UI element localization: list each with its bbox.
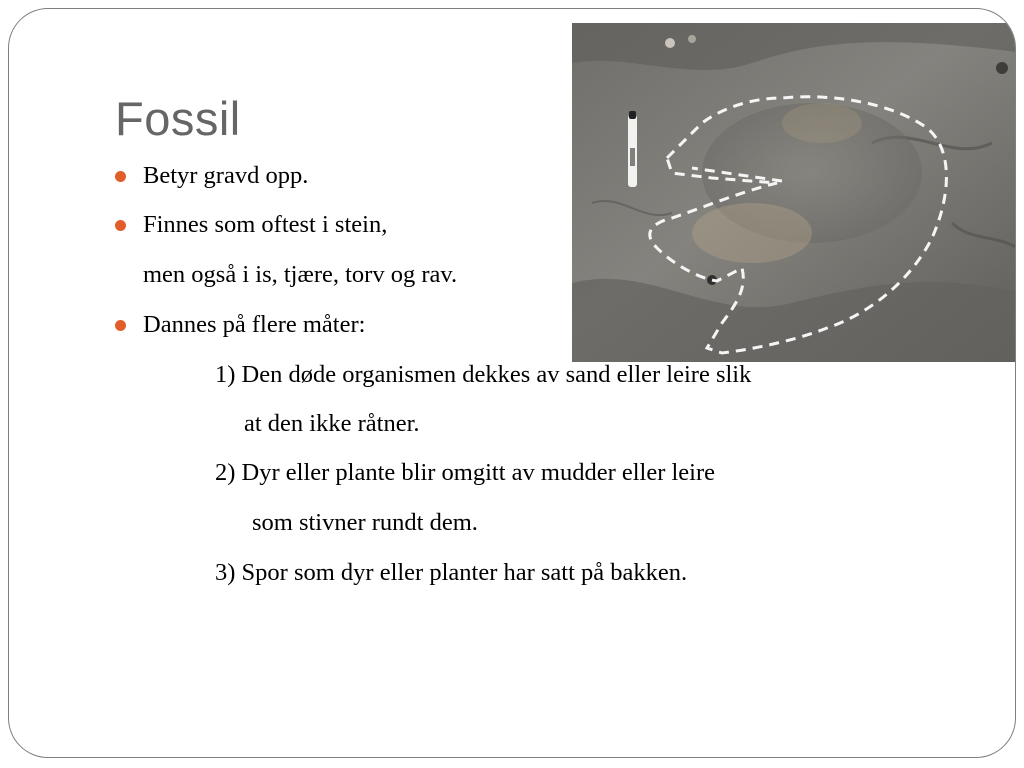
- sub-item-text: 2) Dyr eller plante blir omgitt av mudder eller leire: [215, 459, 716, 486]
- bullet-text: Finnes som oftest i stein,: [143, 211, 388, 238]
- sub-item-continuation: at den ikke råtner.: [244, 410, 420, 437]
- slide: [8, 8, 1016, 758]
- bullet-text: Dannes på flere måter:: [143, 311, 366, 338]
- bullet-dot-icon: [115, 171, 126, 182]
- bullet-dot-icon: [115, 220, 126, 231]
- sub-item-continuation: som stivner rundt dem.: [252, 509, 478, 536]
- bullet-continuation: men også i is, tjære, torv og rav.: [143, 261, 458, 288]
- bullet-text: Betyr gravd opp.: [143, 162, 309, 189]
- slide-title: Fossil: [115, 92, 241, 145]
- sub-item-text: 1) Den døde organismen dekkes av sand eller leire slik: [215, 361, 752, 388]
- bullet-dot-icon: [115, 320, 126, 331]
- sub-item-text: 3) Spor som dyr eller planter har satt på bakken.: [215, 559, 688, 586]
- fossil-footprint-photo: [572, 23, 1016, 362]
